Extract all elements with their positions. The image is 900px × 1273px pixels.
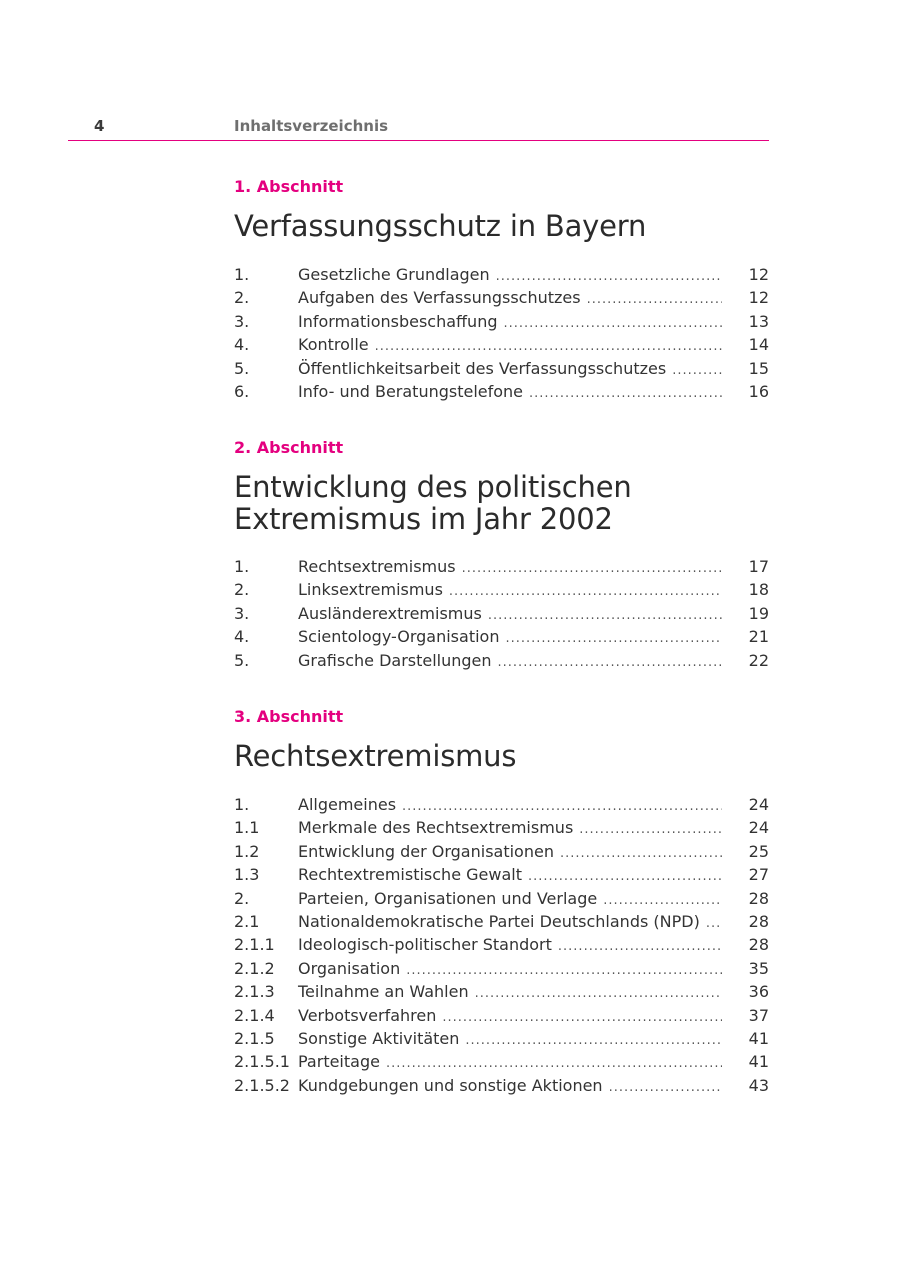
toc-entry[interactable]	[234, 910, 769, 933]
section-3	[234, 707, 769, 1097]
dot-leader	[603, 889, 722, 912]
toc-list	[234, 793, 769, 1097]
toc-page: 28	[748, 935, 769, 955]
toc-entry[interactable]	[234, 625, 769, 648]
toc-title: Linksextremismus	[298, 580, 443, 600]
dot-leader	[579, 818, 722, 841]
running-title: Inhaltsverzeichnis	[234, 117, 389, 135]
section-1	[234, 177, 769, 403]
toc-title: Ausländerextremismus	[298, 603, 482, 623]
toc-entry[interactable]	[234, 816, 769, 839]
toc-number: 1.	[234, 795, 250, 814]
toc-page: 17	[748, 557, 769, 576]
toc-entry[interactable]	[234, 933, 769, 956]
toc-page: 12	[748, 265, 769, 284]
dot-leader	[488, 604, 722, 627]
dot-leader	[558, 935, 722, 958]
toc-entry[interactable]	[234, 863, 769, 886]
dot-leader	[386, 1052, 722, 1075]
toc-title: Aufgaben des Verfassungsschutzes	[298, 288, 581, 308]
toc-number: 5.	[234, 358, 250, 378]
dot-leader	[504, 312, 723, 335]
dot-leader	[587, 288, 722, 311]
toc-page: 28	[748, 888, 769, 908]
toc-number: 1.2	[234, 841, 260, 861]
toc-page: 24	[748, 795, 769, 814]
toc-page: 43	[748, 1075, 769, 1095]
toc-list	[234, 263, 769, 403]
toc-page: 37	[748, 1005, 769, 1025]
toc-title: Rechtextremistische Gewalt	[298, 865, 522, 885]
toc-number: 5.	[234, 650, 250, 670]
page-number: 4	[94, 117, 105, 135]
toc-number: 2.1.1	[234, 935, 275, 955]
toc-entry[interactable]	[234, 1004, 769, 1027]
toc-page: 16	[748, 381, 769, 401]
section-title-line: Verfassungsschutz in Bayern	[234, 209, 647, 243]
toc-entry[interactable]	[234, 555, 769, 578]
toc-entry[interactable]	[234, 980, 769, 1003]
section-title-line: Extremismus im Jahr 2002	[234, 502, 613, 536]
toc-number: 2.1.5.1	[234, 1052, 290, 1072]
toc-page: 27	[748, 865, 769, 885]
toc-title: Nationaldemokratische Partei Deutschlands (NPD)	[298, 911, 700, 931]
toc-entry[interactable]	[234, 578, 769, 601]
toc-title: Verbotsverfahren	[298, 1005, 437, 1025]
toc-title: Grafische Darstellungen	[298, 650, 492, 670]
section-label: 1. Abschnitt	[234, 177, 344, 196]
toc-entry[interactable]	[234, 1074, 769, 1097]
toc-entry[interactable]	[234, 286, 769, 309]
toc-number: 4.	[234, 627, 250, 647]
dot-leader	[706, 912, 722, 935]
toc-title: Gesetzliche Grundlagen	[298, 265, 490, 284]
toc-entry[interactable]	[234, 333, 769, 356]
toc-title: Informationsbeschaffung	[298, 311, 498, 331]
toc-title: Allgemeines	[298, 795, 397, 814]
section-title	[234, 740, 769, 772]
toc-title: Ideologisch-politischer Standort	[298, 935, 552, 955]
toc-page: 22	[748, 650, 769, 670]
dot-leader	[609, 1076, 722, 1099]
toc-title: Kontrolle	[298, 335, 369, 355]
toc-page: 13	[748, 311, 769, 331]
toc-title: Parteien, Organisationen und Verlage	[298, 888, 598, 908]
toc-page: 24	[748, 818, 769, 838]
toc-entry[interactable]	[234, 1050, 769, 1073]
dot-leader	[475, 982, 722, 1005]
toc-number: 2.1.5.2	[234, 1075, 290, 1095]
toc-entry[interactable]	[234, 602, 769, 625]
dot-leader	[442, 1006, 722, 1029]
dot-leader	[528, 865, 722, 888]
toc-page: 41	[748, 1052, 769, 1072]
toc-number: 1.	[234, 557, 250, 576]
toc-number: 2.1.5	[234, 1028, 275, 1048]
dot-leader	[560, 842, 722, 865]
dot-leader	[498, 651, 722, 674]
toc-entry[interactable]	[234, 887, 769, 910]
section-title	[234, 210, 769, 242]
toc-page: 25	[748, 841, 769, 861]
toc-page: 41	[748, 1028, 769, 1048]
section-title-line: Entwicklung des politischen	[234, 470, 632, 504]
toc-page: 36	[748, 982, 769, 1002]
page-header	[0, 0, 900, 150]
toc-title: Scientology-Organisation	[298, 627, 500, 647]
section-label: 2. Abschnitt	[234, 438, 344, 457]
toc-entry[interactable]	[234, 957, 769, 980]
toc-page: 14	[748, 335, 769, 355]
toc-page: 19	[748, 603, 769, 623]
toc-entry[interactable]	[234, 1027, 769, 1050]
dot-leader	[529, 382, 722, 405]
toc-title: Sonstige Aktivitäten	[298, 1028, 460, 1048]
header-rule	[68, 140, 769, 141]
toc-page: 12	[748, 288, 769, 308]
toc-title: Rechtsextremismus	[298, 557, 456, 576]
toc-number: 2.1.3	[234, 982, 275, 1002]
dot-leader	[406, 959, 722, 982]
toc-page: 18	[748, 580, 769, 600]
toc-number: 2.1.4	[234, 1005, 275, 1025]
section-2	[234, 438, 769, 672]
dot-leader	[672, 359, 722, 382]
toc-title: Info- und Beratungstelefone	[298, 381, 524, 401]
dot-leader	[505, 627, 722, 650]
toc-entry[interactable]	[234, 649, 769, 672]
toc-number: 2.	[234, 888, 250, 908]
toc-page: 35	[748, 958, 769, 978]
section-label: 3. Abschnitt	[234, 707, 344, 726]
toc-number: 2.1	[234, 911, 260, 931]
toc-number: 2.1.2	[234, 958, 275, 978]
toc-entry[interactable]	[234, 793, 769, 816]
toc-title: Teilnahme an Wahlen	[298, 982, 469, 1002]
toc-page: 15	[748, 358, 769, 378]
toc-entry[interactable]	[234, 840, 769, 863]
toc-title: Merkmale des Rechtsextremismus	[298, 818, 574, 838]
section-title	[234, 471, 769, 535]
toc-number: 1.3	[234, 865, 260, 885]
toc-title: Entwicklung der Organisationen	[298, 841, 554, 861]
toc-number: 6.	[234, 381, 250, 401]
section-title-line: Rechtsextremismus	[234, 739, 517, 773]
toc-list	[234, 555, 769, 672]
toc-entry[interactable]	[234, 380, 769, 403]
toc-title: Parteitage	[298, 1052, 380, 1072]
toc-title: Öffentlichkeitsarbeit des Verfassungsschutzes	[298, 358, 667, 378]
dot-leader	[465, 1029, 722, 1052]
toc-number: 1.	[234, 265, 250, 284]
toc-title: Organisation	[298, 958, 401, 978]
toc-page: 21	[748, 627, 769, 647]
dot-leader	[402, 795, 722, 818]
toc-entry[interactable]	[234, 263, 769, 286]
toc-number: 2.	[234, 288, 250, 308]
toc-number: 2.	[234, 580, 250, 600]
dot-leader	[462, 557, 722, 580]
toc-title: Kundgebungen und sonstige Aktionen	[298, 1075, 603, 1095]
toc-page: 28	[748, 911, 769, 931]
toc-number: 1.1	[234, 818, 260, 838]
toc-number: 4.	[234, 335, 250, 355]
toc-entry[interactable]	[234, 310, 769, 333]
dot-leader	[496, 265, 722, 288]
toc-entry[interactable]	[234, 357, 769, 380]
toc-number: 3.	[234, 311, 250, 331]
toc-number: 3.	[234, 603, 250, 623]
dot-leader	[449, 580, 722, 603]
dot-leader	[375, 335, 722, 358]
